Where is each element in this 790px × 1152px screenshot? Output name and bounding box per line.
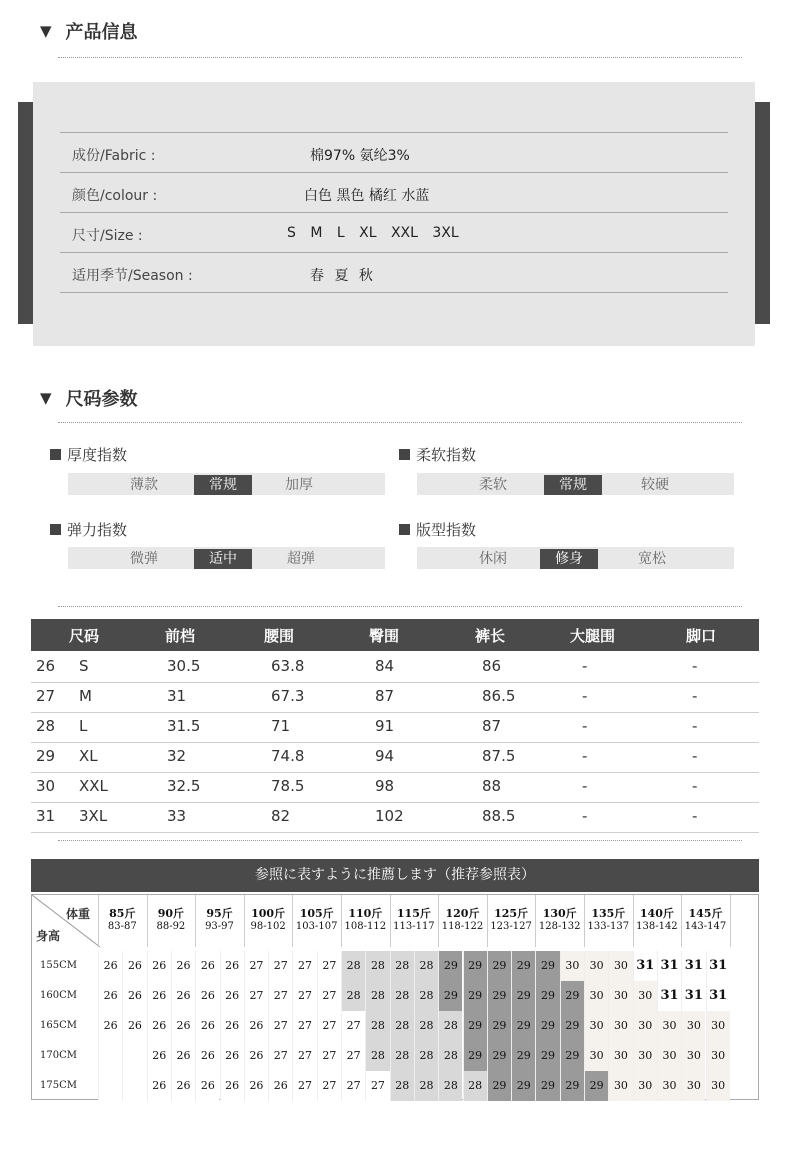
size-cell: 26 <box>98 1011 122 1041</box>
column-divider <box>292 895 293 947</box>
size-cell <box>122 1041 146 1071</box>
row-size: L <box>79 717 88 735</box>
col-size: 尺码 <box>69 627 100 645</box>
panel-left-bar <box>18 102 34 324</box>
size-cell: 30 <box>657 1011 681 1041</box>
size-cell: 30 <box>608 1071 632 1101</box>
row-front-rise: 31.5 <box>167 717 201 735</box>
size-cell: 26 <box>147 981 171 1011</box>
season-label: 适用季节/Season : <box>72 268 193 284</box>
size-cell: 27 <box>268 981 292 1011</box>
elasticity-option-moderate: 适中 <box>194 549 252 569</box>
size-cell: 29 <box>438 981 462 1011</box>
row-size: 3XL <box>79 807 108 825</box>
size-cell: 29 <box>511 981 535 1011</box>
reference-table <box>31 894 759 1100</box>
row-hem: - <box>692 657 698 675</box>
elasticity-index-title <box>50 519 127 540</box>
size-cell: 31 <box>657 951 681 981</box>
thickness-index-bar <box>68 473 385 495</box>
size-cell: 30 <box>608 951 632 981</box>
size-cell: 29 <box>584 1071 608 1101</box>
elasticity-index-bar <box>68 547 385 569</box>
row-front-rise: 32 <box>167 747 187 765</box>
table-row <box>31 802 759 833</box>
size-params-title: 尺码参数 <box>65 389 138 410</box>
softness-index-label: 柔软指数 <box>416 446 477 464</box>
size-cell: 26 <box>147 1071 171 1101</box>
size-cell: 26 <box>171 1071 195 1101</box>
size-cell: 27 <box>292 1071 316 1101</box>
size-cell: 29 <box>463 981 487 1011</box>
row-size: S <box>79 657 89 675</box>
column-divider <box>730 895 731 947</box>
size-cell: 29 <box>511 951 535 981</box>
size-cell: 26 <box>122 1011 146 1041</box>
weight-header: 115斤 113-117 <box>393 907 435 932</box>
row-length: 86.5 <box>482 687 516 705</box>
size-cell: 26 <box>268 1071 292 1101</box>
size-cell: 29 <box>560 1041 584 1071</box>
size-cell: 29 <box>535 951 559 981</box>
size-cell: 26 <box>171 951 195 981</box>
square-icon <box>50 524 61 535</box>
column-divider <box>195 895 196 947</box>
triangle-down-icon: ▼ <box>40 22 52 40</box>
col-length: 裤长 <box>475 627 506 645</box>
size-cell: 31 <box>681 951 705 981</box>
product-info-title: 产品信息 <box>65 22 138 43</box>
size-cell: 27 <box>244 981 268 1011</box>
size-cell: 29 <box>463 1041 487 1071</box>
size-cell: 30 <box>633 1011 657 1041</box>
size-cell: 27 <box>317 951 341 981</box>
size-cell: 30 <box>706 1041 730 1071</box>
size-cell: 26 <box>195 1041 219 1071</box>
row-length: 88.5 <box>482 807 516 825</box>
size-cell: 27 <box>341 1011 365 1041</box>
size-cell: 28 <box>365 1011 389 1041</box>
softness-option-hard: 较硬 <box>641 477 669 493</box>
size-cell: 30 <box>706 1011 730 1041</box>
size-cell: 30 <box>584 1011 608 1041</box>
size-cell: 27 <box>341 1041 365 1071</box>
size-cell: 30 <box>681 1071 705 1101</box>
weight-header: 145斤 143-147 <box>684 907 727 932</box>
thickness-option-normal: 常规 <box>194 475 252 495</box>
row-length: 87.5 <box>482 747 516 765</box>
row-length: 87 <box>482 717 502 735</box>
size-cell: 29 <box>511 1071 535 1101</box>
info-bottom-line <box>60 292 728 293</box>
colour-label: 颜色/colour : <box>72 188 158 204</box>
size-cell: 26 <box>220 1041 244 1071</box>
weight-header: 90斤 88-92 <box>156 907 186 932</box>
row-waist: 71 <box>271 717 291 735</box>
row-waist: 82 <box>271 807 291 825</box>
col-hip: 臀围 <box>369 627 400 645</box>
column-divider <box>244 895 245 947</box>
column-divider <box>98 895 99 947</box>
height-label: 155CM <box>40 960 77 971</box>
size-cell: 30 <box>633 1071 657 1101</box>
column-divider <box>681 895 682 947</box>
row-thigh: - <box>582 807 588 825</box>
fit-option-loose: 宽松 <box>638 551 666 567</box>
row-size: XXL <box>79 777 108 795</box>
size-cell: 28 <box>414 981 438 1011</box>
size-cell: 26 <box>220 1071 244 1101</box>
size-cell: 28 <box>414 1011 438 1041</box>
row-number: 30 <box>36 777 56 795</box>
height-label: 175CM <box>40 1080 77 1091</box>
softness-index-title <box>399 444 476 465</box>
row-front-rise: 33 <box>167 807 187 825</box>
size-cell <box>98 1041 122 1071</box>
size-cell: 28 <box>438 1041 462 1071</box>
size-cell: 28 <box>365 951 389 981</box>
row-length: 88 <box>482 777 502 795</box>
row-hip: 91 <box>375 717 395 735</box>
size-cell: 29 <box>463 951 487 981</box>
column-divider <box>535 895 536 947</box>
size-cell: 29 <box>487 1071 511 1101</box>
size-cell: 29 <box>535 981 559 1011</box>
row-size: M <box>79 687 92 705</box>
column-divider <box>584 895 585 947</box>
size-params-heading <box>40 385 138 411</box>
row-hip: 102 <box>375 807 404 825</box>
size-cell <box>98 1071 122 1101</box>
size-cell: 26 <box>195 1071 219 1101</box>
size-cell: 27 <box>292 981 316 1011</box>
row-waist: 74.8 <box>271 747 305 765</box>
fit-index-label: 版型指数 <box>416 521 477 539</box>
size-cell: 28 <box>463 1071 487 1101</box>
size-cell: 28 <box>438 1011 462 1041</box>
divider <box>58 422 742 423</box>
size-cell: 27 <box>317 1041 341 1071</box>
size-cell: 30 <box>633 981 657 1011</box>
thickness-option-thin: 薄款 <box>130 477 158 493</box>
row-hip: 84 <box>375 657 395 675</box>
elasticity-option-slight: 微弹 <box>130 551 158 567</box>
size-cell: 26 <box>98 981 122 1011</box>
row-waist: 78.5 <box>271 777 305 795</box>
size-cell: 30 <box>681 1011 705 1041</box>
square-icon <box>399 524 410 535</box>
row-front-rise: 30.5 <box>167 657 201 675</box>
row-number: 29 <box>36 747 56 765</box>
row-thigh: - <box>582 657 588 675</box>
size-cell: 30 <box>657 1071 681 1101</box>
thickness-index-label: 厚度指数 <box>67 446 128 464</box>
size-cell: 30 <box>560 951 584 981</box>
size-cell: 26 <box>98 951 122 981</box>
divider <box>58 840 742 841</box>
size-cell: 27 <box>292 1041 316 1071</box>
size-cell: 28 <box>390 1041 414 1071</box>
size-cell: 27 <box>292 951 316 981</box>
size-cell: 27 <box>317 1071 341 1101</box>
row-thigh: - <box>582 687 588 705</box>
corner-height-label: 身高 <box>36 929 61 943</box>
weight-header: 110斤 108-112 <box>344 907 387 932</box>
triangle-down-icon: ▼ <box>40 389 52 407</box>
size-cell: 26 <box>171 1041 195 1071</box>
size-cell: 29 <box>487 1011 511 1041</box>
row-hem: - <box>692 807 698 825</box>
info-row-size <box>60 212 728 253</box>
size-cell: 26 <box>220 981 244 1011</box>
divider <box>58 606 742 607</box>
row-hip: 98 <box>375 777 395 795</box>
size-cell: 29 <box>535 1011 559 1041</box>
weight-header: 85斤 83-87 <box>107 907 137 932</box>
table-row <box>31 652 759 683</box>
info-row-fabric <box>60 132 728 173</box>
table-row <box>31 772 759 803</box>
row-length: 86 <box>482 657 502 675</box>
size-cell: 27 <box>268 951 292 981</box>
weight-header: 140斤 138-142 <box>636 907 678 932</box>
column-divider <box>633 895 634 947</box>
row-front-rise: 32.5 <box>167 777 201 795</box>
size-cell: 27 <box>341 1071 365 1101</box>
panel-right-bar <box>754 102 770 324</box>
size-cell: 30 <box>608 981 632 1011</box>
size-cell: 26 <box>195 951 219 981</box>
size-cell: 30 <box>608 1011 632 1041</box>
size-cell: 26 <box>220 1011 244 1041</box>
size-cell: 26 <box>147 951 171 981</box>
row-waist: 67.3 <box>271 687 305 705</box>
size-cell: 26 <box>244 1011 268 1041</box>
size-cell: 29 <box>511 1041 535 1071</box>
col-hem: 脚口 <box>686 627 717 645</box>
row-number: 28 <box>36 717 56 735</box>
size-cell: 29 <box>560 981 584 1011</box>
row-hem: - <box>692 747 698 765</box>
softness-index-bar <box>417 473 734 495</box>
table-row <box>31 742 759 773</box>
row-front-rise: 31 <box>167 687 187 705</box>
fit-option-casual: 休闲 <box>479 551 507 567</box>
softness-option-normal: 常规 <box>544 475 602 495</box>
thickness-option-thick: 加厚 <box>285 477 313 493</box>
square-icon <box>399 449 410 460</box>
size-cell: 29 <box>463 1011 487 1041</box>
row-thigh: - <box>582 717 588 735</box>
size-cell: 29 <box>535 1071 559 1101</box>
size-cell: 31 <box>681 981 705 1011</box>
weight-header: 130斤 128-132 <box>538 907 581 932</box>
size-cell: 30 <box>633 1041 657 1071</box>
table-row <box>31 682 759 713</box>
row-hem: - <box>692 717 698 735</box>
size-value: S M L XL XXL 3XL <box>287 225 459 241</box>
size-cell: 28 <box>365 1041 389 1071</box>
thickness-index-title <box>50 444 127 465</box>
size-cell: 29 <box>487 951 511 981</box>
size-cell: 31 <box>633 951 657 981</box>
elasticity-option-super: 超弹 <box>287 551 315 567</box>
column-divider <box>438 895 439 947</box>
size-table-header <box>31 619 759 651</box>
fabric-value: 棉97% 氨纶3% <box>310 148 410 164</box>
size-cell: 28 <box>414 1071 438 1101</box>
size-cell: 29 <box>487 1041 511 1071</box>
size-cell: 27 <box>365 1071 389 1101</box>
size-cell: 28 <box>390 951 414 981</box>
size-cell: 30 <box>584 951 608 981</box>
weight-header: 125斤 123-127 <box>490 907 532 932</box>
size-cell: 26 <box>171 1011 195 1041</box>
size-cell: 29 <box>560 1071 584 1101</box>
corner-weight-label: 体重 <box>66 907 91 921</box>
column-divider <box>487 895 488 947</box>
size-cell: 29 <box>487 981 511 1011</box>
info-row-colour <box>60 172 728 213</box>
size-cell: 28 <box>438 1071 462 1101</box>
size-cell: 31 <box>706 981 730 1011</box>
square-icon <box>50 449 61 460</box>
col-waist: 腰围 <box>264 627 295 645</box>
row-hip: 94 <box>375 747 395 765</box>
size-cell: 27 <box>292 1011 316 1041</box>
weight-header: 105斤 103-107 <box>295 907 338 932</box>
col-thigh: 大腿围 <box>570 627 616 645</box>
column-divider <box>147 895 148 947</box>
table-row <box>31 712 759 743</box>
size-cell: 31 <box>706 951 730 981</box>
size-cell: 27 <box>317 981 341 1011</box>
column-divider <box>341 895 342 947</box>
size-cell: 30 <box>584 981 608 1011</box>
size-cell: 28 <box>390 1071 414 1101</box>
size-cell: 30 <box>657 1041 681 1071</box>
weight-header: 100斤 98-102 <box>250 907 286 932</box>
fit-option-slim: 修身 <box>540 549 598 569</box>
size-cell: 27 <box>244 951 268 981</box>
size-cell: 29 <box>535 1041 559 1071</box>
size-cell: 30 <box>706 1071 730 1101</box>
season-value: 春 夏 秋 <box>310 268 373 284</box>
size-cell: 26 <box>195 981 219 1011</box>
size-cell: 26 <box>122 951 146 981</box>
size-label: 尺寸/Size : <box>72 228 143 244</box>
size-cell: 26 <box>171 981 195 1011</box>
size-cell: 28 <box>390 1011 414 1041</box>
row-thigh: - <box>582 747 588 765</box>
size-cell: 28 <box>341 951 365 981</box>
height-label: 165CM <box>40 1020 77 1031</box>
size-cell: 30 <box>608 1041 632 1071</box>
size-cell: 29 <box>438 951 462 981</box>
height-label: 170CM <box>40 1050 77 1061</box>
divider <box>58 57 742 58</box>
fabric-label: 成份/Fabric : <box>72 148 156 164</box>
size-cell: 28 <box>365 981 389 1011</box>
size-cell: 28 <box>390 981 414 1011</box>
colour-value: 白色 黑色 橘红 水蓝 <box>304 188 430 204</box>
row-hem: - <box>692 687 698 705</box>
size-cell: 26 <box>122 981 146 1011</box>
size-cell: 26 <box>147 1011 171 1041</box>
size-cell: 30 <box>681 1041 705 1071</box>
size-cell: 27 <box>268 1041 292 1071</box>
row-size: XL <box>79 747 98 765</box>
size-cell: 26 <box>147 1041 171 1071</box>
product-info-heading <box>40 18 138 44</box>
softness-option-soft: 柔软 <box>479 477 507 493</box>
fit-index-title <box>399 519 476 540</box>
size-cell: 27 <box>268 1011 292 1041</box>
size-cell: 26 <box>244 1071 268 1101</box>
size-cell <box>122 1071 146 1101</box>
row-hem: - <box>692 777 698 795</box>
size-cell: 26 <box>220 951 244 981</box>
row-thigh: - <box>582 777 588 795</box>
height-label: 160CM <box>40 990 77 1001</box>
size-cell: 27 <box>317 1011 341 1041</box>
weight-header: 120斤 118-122 <box>441 907 484 932</box>
weight-header: 95斤 93-97 <box>205 907 234 932</box>
reference-table-title: 参照に表すように推薦します（推荐参照表） <box>31 859 759 892</box>
size-cell: 31 <box>657 981 681 1011</box>
row-number: 27 <box>36 687 56 705</box>
info-row-season <box>60 252 728 293</box>
fit-index-bar <box>417 547 734 569</box>
size-cell: 28 <box>414 1041 438 1071</box>
col-front-rise: 前档 <box>165 627 196 645</box>
elasticity-index-label: 弹力指数 <box>67 521 128 539</box>
size-cell: 28 <box>341 981 365 1011</box>
row-hip: 87 <box>375 687 395 705</box>
size-cell: 28 <box>414 951 438 981</box>
size-cell: 30 <box>584 1041 608 1071</box>
column-divider <box>390 895 391 947</box>
row-number: 31 <box>36 807 56 825</box>
size-cell: 29 <box>560 1011 584 1041</box>
row-waist: 63.8 <box>271 657 305 675</box>
weight-header: 135斤 133-137 <box>587 907 630 932</box>
size-cell: 29 <box>511 1011 535 1041</box>
row-number: 26 <box>36 657 56 675</box>
size-cell: 26 <box>195 1011 219 1041</box>
size-cell: 26 <box>244 1041 268 1071</box>
